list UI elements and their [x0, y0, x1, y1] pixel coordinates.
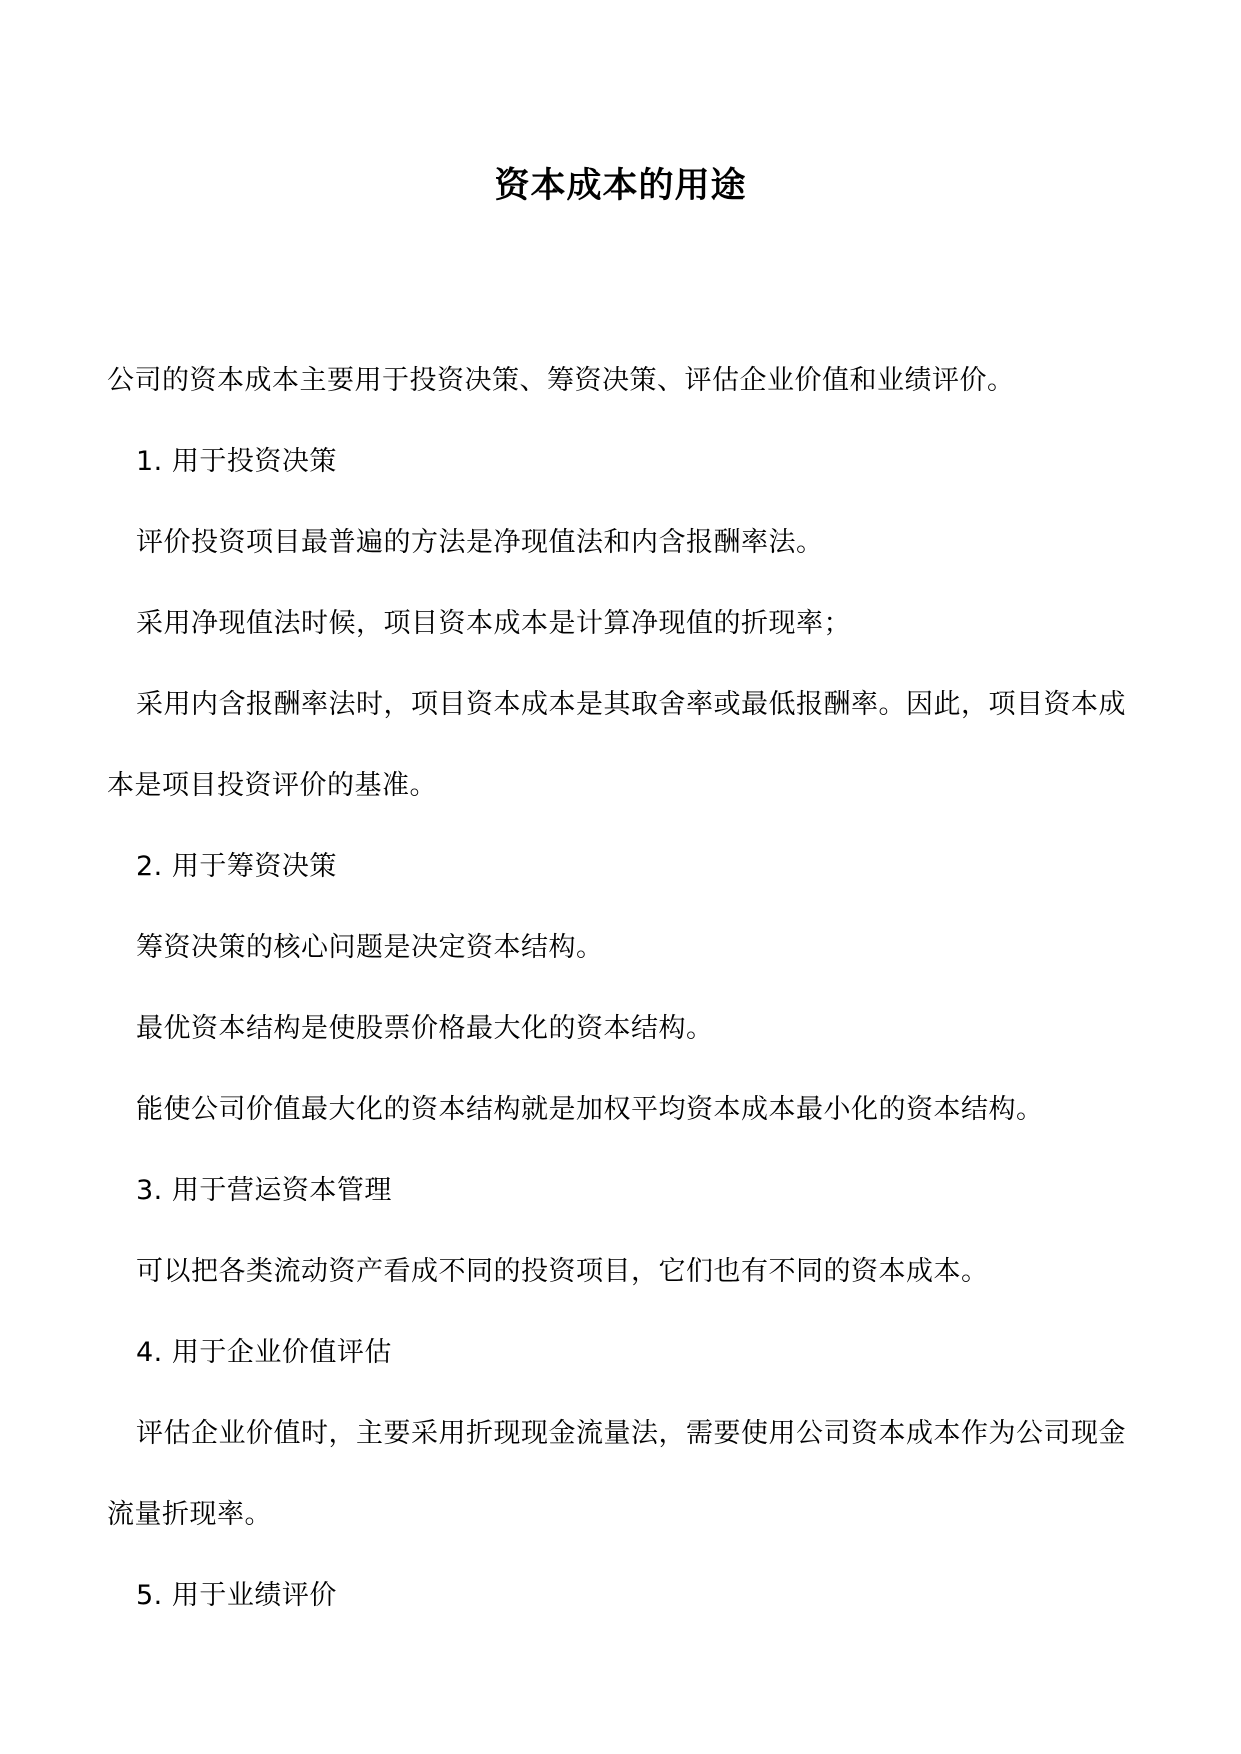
paragraph: 可以把各类流动资产看成不同的投资项目，它们也有不同的资本成本。 — [136, 1256, 989, 1287]
paragraph: 最优资本结构是使股票价格最大化的资本结构。 — [136, 1013, 714, 1044]
paragraph: 评估企业价值时，主要采用折现现金流量法，需要使用公司资本成本作为公司现金流量折现率。 — [107, 1418, 1126, 1530]
paragraph: 能使公司价值最大化的资本结构就是加权平均资本成本最小化的资本结构。 — [136, 1094, 1044, 1125]
section-heading: 5. 用于业绩评价 — [136, 1580, 337, 1611]
section-heading: 1. 用于投资决策 — [136, 446, 337, 477]
paragraph: 采用内含报酬率法时，项目资本成本是其取舍率或最低报酬率。因此，项目资本成本是项目投资评价的基准。 — [107, 689, 1126, 801]
document-title: 资本成本的用途 — [494, 166, 747, 206]
section-heading: 4. 用于企业价值评估 — [136, 1337, 392, 1368]
paragraph: 评价投资项目最普遍的方法是净现值法和内含报酬率法。 — [136, 527, 824, 558]
paragraph: 公司的资本成本主要用于投资决策、筹资决策、评估企业价值和业绩评价。 — [107, 365, 1015, 396]
section-heading: 3. 用于营运资本管理 — [136, 1175, 392, 1206]
document-body — [107, 340, 1139, 1636]
section-heading: 2. 用于筹资决策 — [136, 851, 337, 882]
paragraph: 筹资决策的核心问题是决定资本结构。 — [136, 932, 604, 963]
paragraph: 采用净现值法时候，项目资本成本是计算净现值的折现率； — [136, 608, 851, 639]
